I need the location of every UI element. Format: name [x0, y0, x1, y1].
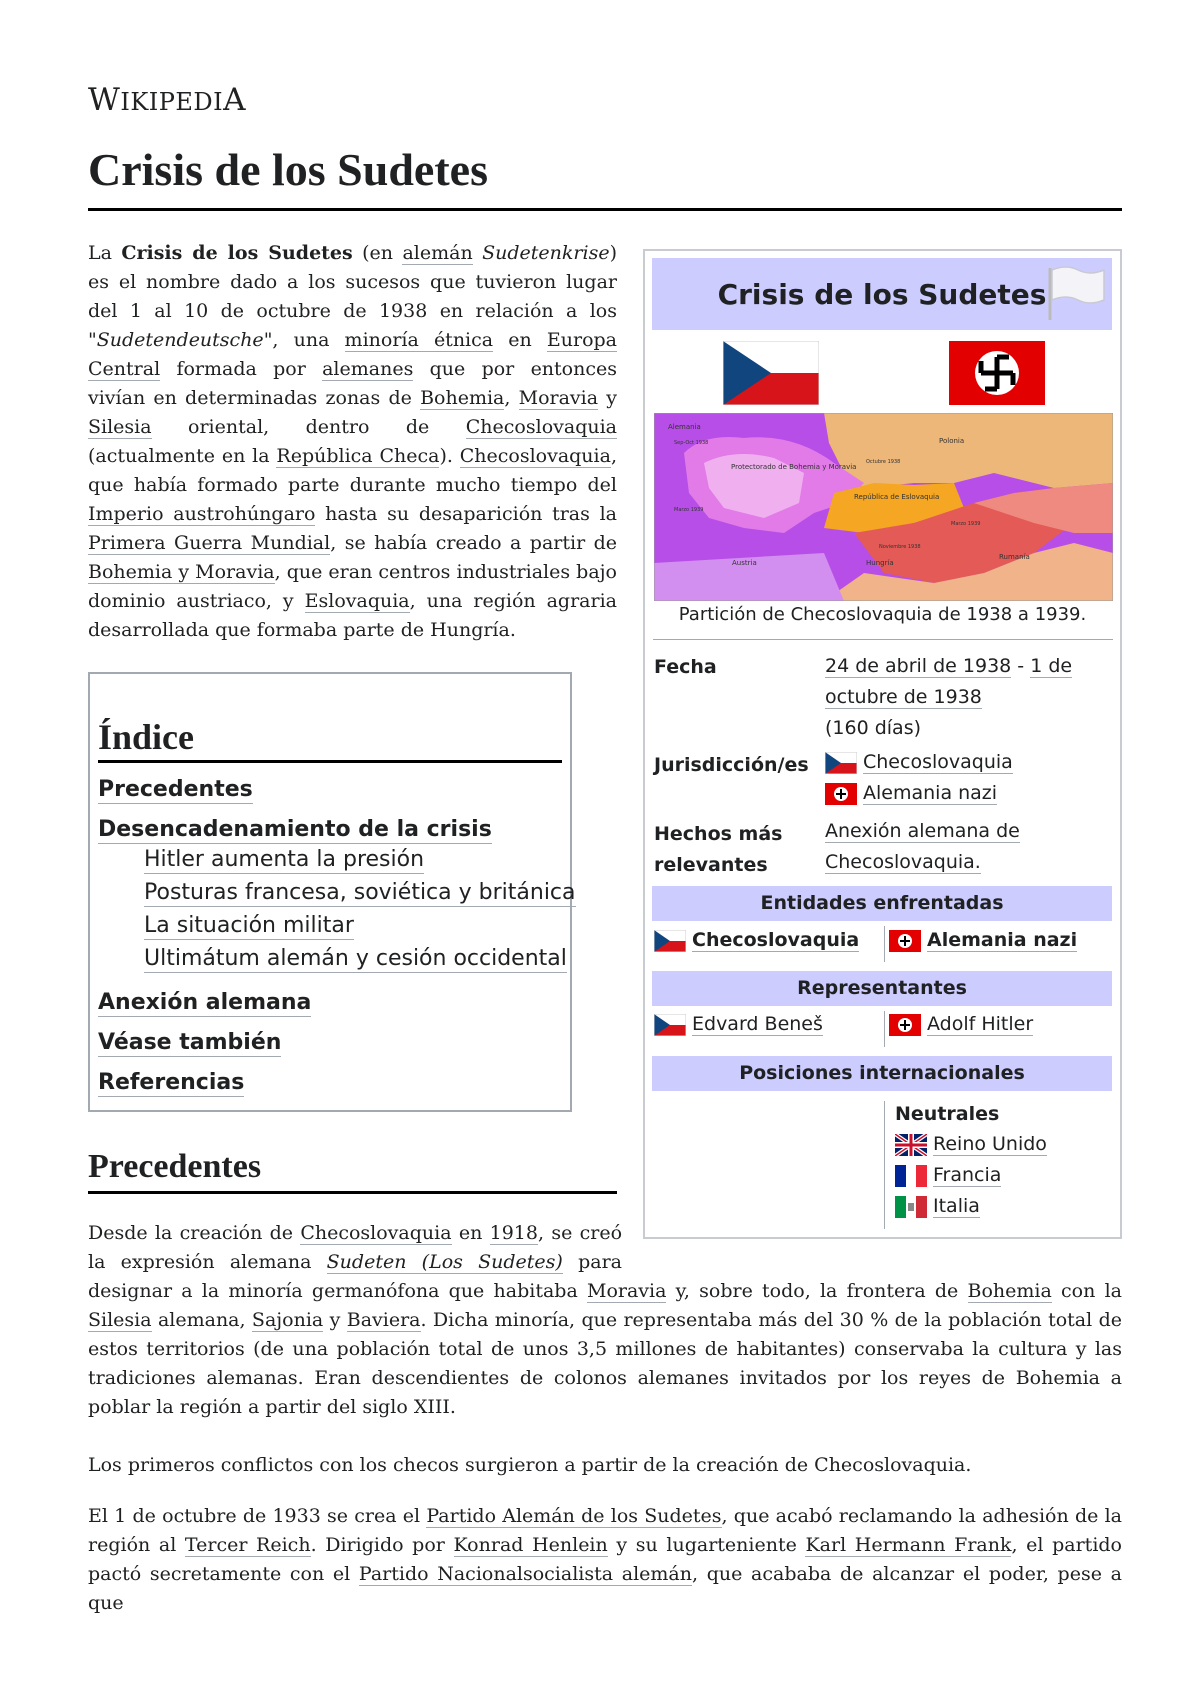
- map-label-marzo-2: Marzo 1939: [951, 521, 981, 527]
- czechoslovakia-flag-icon[interactable]: [723, 341, 819, 405]
- link-minoria-etnica[interactable]: minoría étnica: [344, 329, 494, 351]
- nazi-germany-mini-flag-icon: [889, 1014, 921, 1036]
- representantes-divider: [884, 1011, 885, 1047]
- bar-representantes: Representantes: [652, 971, 1112, 1006]
- toc-item-precedentes[interactable]: Precedentes: [98, 777, 253, 802]
- jurisdiccion-checoslovaquia[interactable]: Checoslovaquia: [825, 751, 1013, 774]
- jurisdiccion-label: Jurisdicción/es: [654, 754, 809, 776]
- map-label-rumania: Rumanía: [999, 553, 1030, 561]
- toc-item-situacion-militar[interactable]: La situación militar: [144, 913, 354, 938]
- link-primera-guerra-mundial[interactable]: Primera Guerra Mundial: [88, 532, 331, 554]
- neutral-francia[interactable]: Francia: [895, 1164, 1001, 1187]
- bar-entidades-enfrentadas: Entidades enfrentadas: [652, 886, 1112, 921]
- link-moravia[interactable]: Moravia: [518, 387, 599, 409]
- link-europa-central[interactable]: Europa Central: [88, 329, 617, 380]
- nazi-germany-mini-flag-icon: [889, 930, 921, 952]
- map-caption: Partición de Checoslovaquia de 1938 a 1939.: [678, 604, 1087, 625]
- map-label-polonia: Polonia: [939, 437, 965, 445]
- bar-posiciones-internacionales: Posiciones internacionales: [652, 1056, 1112, 1091]
- infobox-title: Crisis de los Sudetes: [717, 278, 1047, 311]
- neutrales-label: Neutrales: [895, 1103, 1000, 1125]
- france-flag-icon: [895, 1165, 927, 1187]
- map-label-noviembre: Noviembre 1938: [879, 544, 921, 550]
- map-label-austria: Austria: [732, 559, 757, 567]
- link-republica-checa[interactable]: República Checa: [276, 445, 440, 467]
- link-fecha-inicio[interactable]: 24 de abril de 1938: [825, 655, 1012, 677]
- wikipedia-logo[interactable]: WIKIPEDIA: [88, 82, 247, 118]
- neutral-italia[interactable]: Italia: [895, 1195, 980, 1218]
- link-eslovaquia[interactable]: Eslovaquia: [304, 590, 410, 612]
- italy-flag-icon: [895, 1196, 927, 1218]
- map-label-eslovaquia: República de Eslovaquia: [854, 493, 940, 501]
- fecha-value: 24 de abril de 1938 - 1 de octubre de 1938 (160 días): [825, 655, 1073, 739]
- partition-map-image[interactable]: [654, 413, 1113, 601]
- section-divider: [88, 1191, 617, 1194]
- czechoslovakia-mini-flag-icon: [825, 752, 857, 774]
- paragraph-precedentes-2: Los primeros conflictos con los checos surgieron a partir de la creación de Checoslovaquia.: [88, 1454, 972, 1476]
- link-bohemia[interactable]: Bohemia: [420, 387, 505, 409]
- link-tercer-reich[interactable]: Tercer Reich: [184, 1534, 311, 1556]
- infobox-divider: [653, 639, 1113, 640]
- link-bohemia-y-moravia[interactable]: Bohemia y Moravia: [88, 561, 275, 583]
- link-partido-nacionalsocialista[interactable]: Partido Nacionalsocialista alemán: [358, 1563, 692, 1585]
- fecha-duracion: (160 días): [825, 717, 922, 739]
- infobox: [643, 249, 1122, 1239]
- link-bohemia-p1[interactable]: Bohemia: [967, 1280, 1052, 1302]
- map-label-protectorado: Protectorado de Bohemia y Moravia: [731, 463, 857, 471]
- jurisdiccion-alemania-nazi[interactable]: Alemania nazi: [825, 782, 997, 805]
- toc-divider: [98, 760, 562, 763]
- table-of-contents: [88, 672, 576, 1112]
- link-karl-hermann-frank[interactable]: Karl Hermann Frank: [805, 1534, 1012, 1556]
- map-label-alemania: Alemania: [668, 423, 701, 431]
- map-label-marzo-1: Marzo 1939: [674, 507, 704, 513]
- toc-item-ultimatum[interactable]: Ultimátum alemán y cesión occidental: [144, 946, 567, 971]
- map-label-sep-oct: Sep-Oct 1938: [674, 440, 709, 446]
- toc-item-hitler-presion[interactable]: Hitler aumenta la presión: [144, 847, 425, 872]
- link-moravia-p1[interactable]: Moravia: [587, 1280, 667, 1302]
- hechos-label: Hechos más relevantes: [654, 823, 783, 876]
- intro-paragraph: La Crisis de los Sudetes (en alemán Sudetenkrise) es el nombre dado a los sucesos que tuvieron lugar del 1 al 10 de octubre de 1938 en relación a los "Sudetendeutsche", una minoría étnica en Europa Central formada por alemanes que por entonces vivían en determinadas zonas de Bohemia, Moravia y Silesia oriental, dentro de Checoslovaquia (actualmente en la República Checa). Checoslovaquia, que había formado parte durante mucho tiempo del Imperio austrohúngaro hasta su desaparición tras la Primera Guerra Mundial, se había creado a partir de Bohemia y Moravia, que eran centros industriales bajo dominio austriaco, y Eslovaquia, una región agraria desarrollada que formaba parte de Hungría.: [88, 242, 617, 641]
- link-checoslovaquia-2[interactable]: Checoslovaquia: [459, 445, 611, 467]
- toc-item-referencias[interactable]: Referencias: [98, 1070, 245, 1095]
- title-divider: [88, 208, 1122, 211]
- entidad-alemania-nazi[interactable]: Alemania nazi: [889, 929, 1077, 952]
- toc-item-desencadenamiento[interactable]: Desencadenamiento de la crisis: [98, 817, 492, 842]
- czechoslovakia-mini-flag-icon: [654, 1014, 686, 1036]
- toc-item-anexion[interactable]: Anexión alemana: [98, 990, 312, 1015]
- posiciones-divider: [884, 1101, 885, 1229]
- link-sudeten[interactable]: Sudeten (Los Sudetes): [326, 1251, 563, 1273]
- link-aleman[interactable]: alemán: [402, 242, 473, 264]
- link-silesia-p1[interactable]: Silesia: [88, 1309, 152, 1331]
- representante-hitler[interactable]: Adolf Hitler: [889, 1013, 1033, 1036]
- infobox-header: [652, 258, 1112, 330]
- link-silesia[interactable]: Silesia: [88, 416, 152, 438]
- representante-benes[interactable]: Edvard Beneš: [654, 1013, 823, 1036]
- hechos-value[interactable]: Anexión alemana de Checoslovaquia.: [825, 820, 1020, 873]
- nazi-germany-flag-icon[interactable]: [949, 341, 1045, 405]
- neutral-reino-unido[interactable]: Reino Unido: [895, 1133, 1047, 1156]
- link-baviera[interactable]: Baviera: [346, 1309, 421, 1331]
- toc-heading: Índice: [98, 717, 195, 757]
- section-heading-precedentes: Precedentes: [88, 1148, 262, 1185]
- map-label-hungria: Hungría: [866, 559, 894, 567]
- link-alemanes[interactable]: alemanes: [322, 358, 414, 380]
- link-checoslovaquia[interactable]: Checoslovaquia: [465, 416, 617, 438]
- fecha-label: Fecha: [654, 656, 717, 678]
- nazi-germany-mini-flag-icon: [825, 783, 857, 805]
- czechoslovakia-mini-flag-icon: [654, 930, 686, 952]
- paragraph-precedentes-1: Desde la creación de Checoslovaquia en 1918, se creó la expresión alemana Sudeten (Los Sudetes) para designar a la minoría germanófona que habitaba Moravia y, sobre todo, la frontera de Bohemia con la Silesia alemana, Sajonia y Baviera. Dicha minoría, que representaba más del 30 % de la población total de estos territorios (de una población total de unos 3,5 millones de habitantes) conservaba la cultura y las tradiciones alemanas. Eran descendientes de colonos alemanes invitados por los reyes de Bohemia a poblar la región a partir del siglo XIII.: [88, 1219, 1122, 1422]
- entidades-divider: [884, 926, 885, 962]
- toc-item-posturas[interactable]: Posturas francesa, soviética y británica: [144, 880, 576, 905]
- white-flag-icon: [1044, 264, 1108, 322]
- link-konrad-henlein[interactable]: Konrad Henlein: [453, 1534, 608, 1556]
- map-label-octubre: Octubre 1938: [866, 459, 901, 465]
- page-title: Crisis de los Sudetes: [88, 144, 488, 195]
- toc-item-vease-tambien[interactable]: Véase también: [98, 1030, 282, 1055]
- link-sajonia[interactable]: Sajonia: [251, 1309, 324, 1331]
- link-partido-aleman-sudetes[interactable]: Partido Alemán de los Sudetes: [426, 1505, 722, 1527]
- link-1918[interactable]: 1918: [489, 1222, 538, 1244]
- link-fecha-fin[interactable]: 1 de octubre de 1938: [825, 655, 1073, 708]
- uk-flag-icon: [895, 1134, 927, 1156]
- link-checoslovaquia-p1[interactable]: Checoslovaquia: [300, 1222, 452, 1244]
- entidad-checoslovaquia[interactable]: Checoslovaquia: [654, 929, 859, 952]
- link-imperio-austrohungaro[interactable]: Imperio austrohúngaro: [88, 503, 316, 525]
- paragraph-precedentes-3: El 1 de octubre de 1933 se crea el Partido Alemán de los Sudetes, que acabó reclamando la adhesión de la región al Tercer Reich. Dirigido por Konrad Henlein y su lugarteniente Karl Hermann Frank, el partido pactó secretamente con el Partido Nacionalsocialista alemán, que acababa de alcanzar el poder, pese a que: [88, 1505, 1122, 1614]
